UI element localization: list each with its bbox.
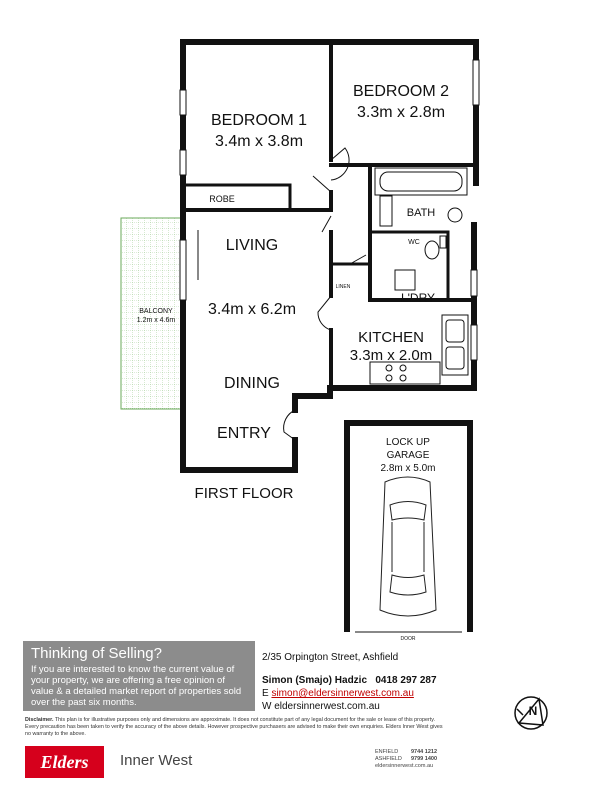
garage-size: 2.8m x 5.0m xyxy=(380,463,436,474)
agent-email-link[interactable]: simon@eldersinnerwest.com.au xyxy=(271,688,414,699)
kitchen-fixtures xyxy=(370,260,468,384)
balcony-size: 1.2m x 4.6m xyxy=(136,317,176,324)
compass-letter: N xyxy=(528,704,538,718)
living-label: LIVING xyxy=(225,237,279,254)
balcony-name: BALCONY xyxy=(139,308,173,315)
linen-label: LINEN xyxy=(335,284,351,290)
entry-label: ENTRY xyxy=(217,425,271,442)
office-row: ENFIELD 9744 1212 xyxy=(375,749,437,755)
floor-label: FIRST FLOOR xyxy=(194,485,294,502)
promo-title: Thinking of Selling? xyxy=(31,645,162,662)
property-address: 2/35 Orpington Street, Ashfield xyxy=(262,652,399,663)
door-swings xyxy=(198,148,366,440)
bedroom2-size: 3.3m x 2.8m xyxy=(356,104,446,121)
wc-label: WC xyxy=(408,239,420,246)
elders-logo: Elders xyxy=(25,746,104,778)
office-website: eldersinnerwest.com.au xyxy=(375,763,434,769)
car-outline xyxy=(380,477,436,616)
bedroom2-name: BEDROOM 2 xyxy=(352,83,450,100)
disclaimer xyxy=(25,717,445,738)
agent-phone[interactable]: 0418 297 287 xyxy=(375,675,437,686)
website-link[interactable]: W eldersinnerwest.com.au xyxy=(262,701,380,712)
kitchen-size: 3.3m x 2.0m xyxy=(349,347,433,364)
kitchen-name: KITCHEN xyxy=(358,329,424,346)
laundry-label: L'DRY xyxy=(400,291,436,305)
robe-label: ROBE xyxy=(209,194,235,204)
promo-body: If you are interested to know the current value of your property, we are offering a free opinion of value & a detailed market report of properties sold over the past six months. xyxy=(31,664,242,708)
promo-box xyxy=(23,641,255,711)
bedroom1-name: BEDROOM 1 xyxy=(210,112,308,129)
email-prefix: E xyxy=(262,688,269,699)
disclaimer-text: This plan is for illustrative purposes only and dimensions are approximate. It does not constitute part of any legal document for the sale or lease of this property. Every precaution has been taken to verify the accuracy of the above details. However prospective purchasers are advised to make their own enquiries. Elders Inner West gives no warranty to the above. xyxy=(25,717,443,737)
garage-line2: GARAGE xyxy=(386,450,430,461)
brand-subtitle: Inner West xyxy=(120,752,193,769)
contact-block xyxy=(262,651,437,713)
bedroom1-size: 3.4m x 3.8m xyxy=(214,133,304,150)
bath-label: BATH xyxy=(406,207,436,219)
garage-line1: LOCK UP xyxy=(386,437,430,448)
garage-door-label: DOOR xyxy=(400,636,416,642)
disclaimer-heading: Disclaimer. xyxy=(25,717,54,723)
agent-name: Simon (Smajo) Hadzic xyxy=(262,675,368,686)
dining-label: DINING xyxy=(224,375,280,392)
living-size: 3.4m x 6.2m xyxy=(207,301,297,318)
office-contacts xyxy=(375,749,437,770)
office-row: ASHFIELD 9799 1400 xyxy=(375,756,437,762)
brand-bar xyxy=(25,746,200,778)
